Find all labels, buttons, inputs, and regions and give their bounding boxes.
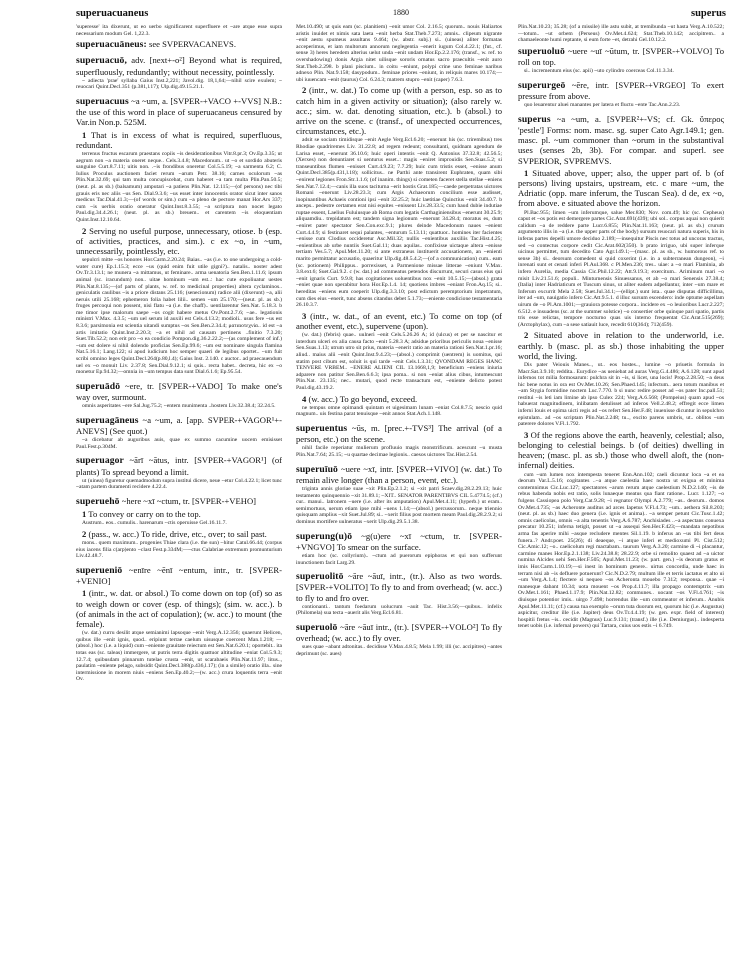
entry-grammar: ~āre ~āuī, intr., (tr.). Also as two words. [SVPER-+VOLITO] To fly to and from overhead; (w. acc.) to fly to and fro over. [296, 571, 502, 603]
sense-number: 2 [82, 529, 87, 540]
entry-superuado [76, 381, 282, 410]
entry-superus [518, 114, 724, 630]
entry-grammar: ~uere ~xī, intr. [SVPER-+VIVO] (w. dat.) To remain alive longer (than a person, event, etc.). [296, 463, 502, 485]
continuation-text: 'superesse' ita dixerunt, ut eo uerbo significarent superfluere et ~are atque esse supra necessarium modum Gel. 1,22.3. [76, 24, 282, 37]
entry-grammar: ~a ~um, a. [SVPER-+VACO +-VVS] N.B.: the use of this word in place of superuacaneus censured by Var.in Non.p. 525M. [76, 95, 282, 128]
column-left [76, 24, 282, 954]
entry-grammar: ~a ~um, a. [SVPER²+-VS; cf. Gk. ὕπερος 'pestle'] Forms: nom. masc. sg. super Cato Agr.149.1; gen. masc. pl. ~um commoner than ~orum in the substantival uses (senses 2b, 3b). For compar. and superl. see SVPERIOR, SVPREMVS. [518, 113, 724, 166]
quotations: (w. dat.) curru desilit atque semianimi lapsoque ~enit Verg.A.12.356; quaerunt Helicen, quibus ille ~enit ignis, quod.. eripiunt terrae caelum uisusque coercent Man.1.218; —(absol.) hoc (i.e. a liquid) cum ~eniente grauitate reiectum est Sen.Nat.6.20.1; oportebit.. ita totas eas (sc. taleas) immergere, ut putris terra digitis quattuor altitudine ~eniat Col.5.9.3; 12.7.4; quibusdam pinnarum tutelae crusta ~enit, ut scarabaeis Plin.Nat.11.97; litus.., paulatim ~eniente pelago, subsidit Quint.Decl.388(p.436,l.17); (in a simile) oratio illa.. sine intermissione in morem niuis ~eniens Sen.Ep.40.2;—(w. acc.) crura loquentis terra ~enit Ov. [76, 630, 282, 683]
quotations: ne tempus omne opimandi quintam et uigesimam lunam ~eniat Col.8.7.5; nescio quid magnum.. uis festina parat tenuisque ~enit annos Stat.Ach.1.148. [296, 404, 502, 418]
quotations: (w. dat.) (febris) quae.. uulneri ~enit Cels.5.26.26 A; id (ulcus) et per se nascitur et interdum ulceri ex alia causa facto ~enit 5.28.3 A; adsidue prioribus periculis noua ~enisse Sen.Suas.1.13; utrum utro sit prius, materia ~enerit ratio an materia rationi Sen.Nat.1.pr.16; aliud.. maius alii ~enit Quint.Inst.9.4.23;—(absol.) comprimit (uentrem) is uomitus, qui statim post cibum est, soluit is qui tarde ~enit Cels.1.3.31; QVONDAM REGES HANC TENVERE VRBEM.. ~ENERE ALIENI CIL 13.1668,1,9; beneficium ~eniens iniuria adparere non patitur Sen.Ben.6.6.3; ipsa poma.. si non ~eniat alius cibus, intumescunt Plin.Nat. 23.135; nec.. mutari, quod recte transactum est, ~eniente delicto potest Paul.dig.43.19.2. [296, 332, 502, 391]
headword: superuacuō, [76, 55, 127, 67]
left-guide-word: superuacuaneus [76, 8, 149, 19]
headword: superuagor [76, 455, 124, 467]
sense-definition: 1 (intr., w. dat. or absol.) To come down on top (of) so as to weigh down or cover (esp. of things); (sim. w. acc.). b (of animals in the act of copulation); (w. acc.) to mount (the female). [76, 588, 282, 630]
quotations: sues quae ~abant adtonitas.. decidisse V.Max.4.8.5; Mela 1.99; illi (sc. accipitres) ~antes deprimunt (sc. aues) [296, 644, 502, 657]
sense-number: 4 [302, 393, 307, 404]
sense-number: 1 [82, 588, 87, 599]
headword: superuolitō [296, 571, 344, 583]
headword: superuehō [76, 496, 120, 508]
quotations: Austrum.. eos.. cumulis.. harenarum ~ctis operuisse Gel.16.11.7. [82, 520, 227, 527]
quotations: ~ adiecta 'prae' syllaba Gaius Inst.2,221; Javol.dig. 18,1,64;—nihil scire exulem; ~ reuocari Quint.Decl.351 (p.381,l.17); Ulp.dig.49.15.21.1. [76, 77, 282, 91]
entry-grammar: ~āre ~āuī intr., (tr.). [SVPER-+VOLO²] To fly overhead; (w. acc.) to fly over. [296, 621, 502, 644]
running-head [76, 8, 726, 22]
continuation-text: Plin.Nat.10.23; 35.28; (of a missile) ille astu subit, at tremibunda ~ut hasta Verg.A.10.522;—totum.. ~ut orbem (Perseus) Ov.Met.4.624; Stat.Theb.10.142; accipitrem.. a chamaeleonte humi reptante, si eum forte ~et, detrahi Gel.10.12.2. [518, 24, 724, 44]
headword: superung(u)ō [296, 530, 353, 542]
quotations: ut (uinea) figuretur quemadmodum supra institui dicere, neue ~etur Col.4.22.1; licet tunc ~atam partem duramenti recidere 4.22.4. [76, 477, 282, 491]
entry-superuolito [296, 571, 502, 617]
page-number: 1880 [393, 8, 409, 17]
quotations: si.. incrementum eius (sc. apii) ~uto cylindro coerceas Col.11.3.34. [524, 68, 674, 75]
quotations: Dis pater Veiouis Manes.., ut.. eos hostes.., lumine ~o priuetis formula in Macr.Sat.3.9.10; reddita.. Eurydice ~as ueniebat ad auras Verg.G.4.486; A.6.128; sunt apud infernos tot milia formosarum: pulchra sit in ~is, si licet, una locis! Prop.2.28.50; ~a deus hic bene notus in ora est Ov.Met.10.26; Sen.Phaed.145; infectum.. aera totum manibus et ~am Stygia formidine noctem Luc.7.770. b si nunc redire posset ad ~os pater Inc.pall.51; restitui ~is leti iam limine ab ipso Culex 224; Verg.A.6.568; (Pompeius) quam apud ~os habuerat magnitudinem, inlibatam detulisset ad inferos Vell.2.48.2; effregit ecce limen inferni Iouis et opima uicti regis ad ~os refert Sen.Her.F.48; inuenisse dicuntur in sepulchro epistulam.. ad ~os scriptam Plin.Nat.2.248; tu.., excito parens umbris, ut.. oblitos ~um paterere dolores V.Fl.1.792. [518, 361, 724, 428]
headword: superurgeō [518, 79, 566, 91]
sense-definition: 2 (intr., w. dat.) To come up (with a person, esp. so as to catch him in a given activity or situation); (also rarely w. acc.; sim. w. dat. denoting situation, etc.). b (absol.) to arrive on the scene. c (transf., of unexpected occurrences, circumstances, etc.). [296, 85, 502, 137]
headword: superuentus [296, 422, 348, 434]
entry-grammar: ~ere, tr. [SVPER-+VADO] To make one's way over, surmount. [76, 380, 282, 403]
quotations: sepulcri mitte ~os honores Hor.Carm.2.20.24; Baias.. ~as (i.e. to one undergoing a cold-water cure) Ep.1.15.3; ecce ~us (quid enim fuit utile gigni?).. natalis.. noster adest Ov.Tr.3.13.1; ne munera ~a mittamus, ut feminare.. arma uenatoria Sen.Ben.1.11.6; ipsum animal (sc. iracundum) non.. uitae hominum ~um est..: hac cute expoliuatur uestes Plin.Nat.8.135;—(of parts of plants, w. ref. to medicinal properties) altera cyclaminos.. geniculatis caulibus ~is a priore distans 25.116; (senecionum) radice alii (dixerunt) ~a, alii neruis utili 25.168; ephemeron folia habet lilii.. semen ~um 25.170;—(neut. pl. as sb.) fruges percoqui non possent, nisi flatu ~a (i.e. the chaff).. uentilarentur Sen.Nat. 5.18.3. b me timor ipse malorum saepe ~os cogit habere metus Ov.Pont.2.7.6; ~ae.. legationis ministri V.Max. 4.3.5; ~um uel serum id auxili est Cels.4.13.2; modioli.. usus fere ~us est 8.3.6; parsimonia est scientia uitandi sumptus ~os Sen.Ben.2.34.4; ματαιοτεχνία.. id est ~a artis imitatio Quint.Inst.2.20.3; ~a et nihil ad causam pertinens ..finitio 7.3.20; Suet.Tib.52.2; non erit pro ~o ea condicio Pompon.dig.36.2.22.2;—(as complement of inf.) ~um est dolere si nihil dolendo proficias Sen.Ep.99.6; ~um est nominare singula flamina Nat.5.16.1; Lang.122; si apud iudicium hoc semper quaeri de legibus oportet.. ~um fuit scribi omnino leges Quint.Decl.264(p.80,l.4); Gaius Inst. 2.140. c auctor.. ad praecauendum uel ex ~o monuit Liv. 2.37.8; Sen.Dial.9.12.1; si quis.. recta habet.. decreta, hic ex ~o monetur Ep.94.32;—omnia in ~um tempus data sunt Dial.6.1.6; Ep.95.54. [76, 257, 282, 376]
quotations: nihil facile reperiatur mulierum profluuio magis monstrificum. acescunt ~u musta Plin.Nat.7.64; 25.15; ~u quartae decimae legionis.. caesos uictores Tac.Hist.2.54. [296, 445, 502, 458]
sense-number: 2 [524, 330, 529, 341]
quotations: quo leuarentur aluei manantes per latera et fluctu ~ente Tac.Ann.2.23. [524, 102, 681, 109]
entry-grammar: ~here ~xī ~ctum, tr. [SVPER-+VEHO] [121, 496, 257, 507]
sense-definition: 1 That is in excess of what is required, superfluous, redundant. [76, 129, 282, 150]
entry-grammar: ~ūs, m. [prec.+-TVS³] The arrival (of a person, etc.) on the scene. [296, 422, 502, 445]
quotations: Pl.Bac.955; limen ~um inferumque, salue Mer.830; Nov. com.49; hic (sc. Cepheus) caput et ~os potis est demergere partes Cic.Arat.691(439); ubi sol.. corpus aquai non quierit calidum ~a de reddere parte Lucr.6.855; Plin.Nat.11.163; (neut. pl. as sb.) crurum argumento illis in ~a (i.e. the upper parts of the body) sursum reuocari natura superis, his in inferas partes depelli umore deciduo 2.189;—insequitur Piscis nec totus ad uncoras tractus, sed ~o contectus corpore cedit Cic.Arat.602(350). b prato irriguo, ubi super inferque uicinus permittet, tum decedito Cato Agr.149.1;—(masc. pl. as sb., w. humorous ref. to sense 3b) si.. deorsum comedent si quid coxerint (i.e. in a subterranean dungeon), ~i inrenati sunt et cenati inferi Pl.Aul.368. c Pl.Men.236; tres.. uiae: a ~o mari Flaminia, ab infero Aurelia, media Cassia Cic.Phil.12.22; Att.9.19.3; exercitum.. Ariminum mari ~o misit Liv.21.51.6; populi.. Minturnensis Sinuessanus, et ab ~o mari Senensis 27.38.4; (Italia) inter Hadriaticum et Tuscum sinus, ut aliter eadem adpellantur, inter ~um mare et Inferum excurrit Mela 2.58; Suet.Jul.34.1;—(ellipt.) sunt ista.. quae disputas difficillima, iter ad ~um, nauigatio infero Cic.Att.9.5.1. d illuc sursum escendero: inde optume aspellam uirum de ~o Pl.Am.1001;—grauiora potesse corpora.. incidere ex ~o leuioribus Lucr.2.227; 6.512. e insuadens (sc. at the summer solstice) ~o consertier orbe quinque pari spatio, partis tris esse relictas, tempore nocturno quas uis interno frequentat Cic.Arat.515(269); (Arctophylax), cum ~a sese satiauit luce, recedit 610(364); 712(459). [518, 209, 724, 328]
entry-grammar: ~uere ~uī ~ūtum, tr. [SVPER-+VOLVO] To roll on top. [518, 45, 724, 67]
entry-superuacuus [76, 96, 282, 376]
quotations: adsit se sociam timidisque ~enit Aegle Verg.Ecl.6.20; ~enerunt his (sc. triremibus) tres Rhodiae quadriremes Liv. 31.22.8; ad regem redeunt; consultanti, quidnam agendum de Larisa esset, ~enerunt 36.10.6; huic operi intentis ~enit Q. Antonius 37.32.8; 42.56.5; (Xerxes) non denuntiaret si uenturus esset..: magis ~eniret improuidis Sen.Suas.5.2; si transeuntibus flumen ~enisset Curt.4.9.23; 7.7.29; huic cum tristis esset, ~enisse anum Quint.Decl.385(p.431,l.18); sollicitus.. ne Parthi ante transirent Euphraten, quam sibi ~enirent legiones Fron.Str.1.1.6; (of inanim. things) si cometen faceret stella stellae ~eniens Sen.Nat.7.12.4;—canis illa suos taciturna ~erit hostis Grat.185;—caede perpetratas uictores Romani ~enerunt Liv.28.23.3; cum Argis Achaeorum concilium esse audisset, inopinantibus Achaeis contioni ipsi ~enit 32.25.2; huic laetitiae Quinctius ~enit 34.40.7. b anceps.. pedestre certamen erat nisi equites ~enissent Liv.28.33.5; cum haud dubie indutiae ruptae essent, Laelius Fuluiusque ab Roma cum legatis Carthaginiensibus ~enerunt 30.25.9; aliquamdiu.. trepidatum est; tandem signa legionum ~enerunt 34.28.4; moratus es, dum ~eniret pater spectator Sen.Con.exc.9.1; plures deinde Macedonum naues ~enient Curt.4.4.9; si festinaret sequi palantes, ~enturum 5.13.11; quattuor.. homines iter facientes ~enisse cum Clodius occideretur Asc.Mil.32; nullis ~enientibus auxiliis Tac.Hist.4.25; ~enientibus ab urbe nuntiis Suet.Gal.11; duas aquilas.. confixisse uictaque altera ~enisse tertiam Ves.5.7; Apul.Met.11.20; si ante extraneus instituerit accusationem, an ~enienti marito permittatur accusatio, quaeritur Ulp.dig.48.5.4.2;—(of a communication) cum.. eam (sc. potionem) Philippus.. porrexisset, a Parmenione missae litterae ~eniunt V.Max. 3.8.ext.6; Suet.Gal.9.2. c (w. dat.) ad commeatus petendos discurrunt, securi casus eius qui ~enit ignaris Curt. 9.9.8; has cogitationes uoluentibus nox ~enit 10.5.15;—(absol.) grata ~eniet quae non sperabitur hora Hor.Ep.1.4. 14; quotiens imbres ~eniant Fron.Aq.15; si.. hereditas ~eniens eum coeperit Ulp.dig.3.3.10; post edictum peremptorium impetratum, cum dies eius ~enerit, tunc absens citandus debet 5.1.73;—eniente condicione testamentaria 26.10.3.7. [296, 137, 502, 309]
headword: superueniō [76, 565, 123, 576]
quotations: ~a dicebatur ab auguribus auis, quae ex summo cacumine uocem emisisset Paul.Fest.p.304M. [76, 437, 282, 450]
sense-definition: 4 (w. acc.) To go beyond, exceed. [302, 393, 418, 404]
continuation-text: Met.10.490; ut quis eam (sc. planitiem) ~enit umor Col. 2.16.5; quorum.. nouis Haliartos aristis inuidet et nimis sata laeta ~enit herba Stat.Theb.7.273; amnis.. clipeum nigrante ~enit aestu spumeus assultans 9.464; (w. abstr. subj.) si.. (uineas) aliter formatas acceperimus, et iam multorum annorum neglegentia ~enerit iugum Col.4.22.1; (fut., cf. sense 3) heres heredem alterius uelut unda ~enit undam Hor.Ep.2.2.176; (transf., w. ref. to overshadowing) donis Argia nitet uilisque sororis ornatus sacro praecultis ~enit auro Stat.Theb.2.298. b plani piscium.. in coitu ~eniunt, polypi crine uno feminae naribus adnexo Plin. Nat.9.158; dasypodum.. feminae priores ~eniunt, in reliquis mares 10.174;—ubi iuuencam ~enit (taurus) Col. 6.24.3; matrem stupro ~enit (caper) 7.6.3. [296, 24, 502, 83]
quotations: etiam hoc (sc. collyrium).. ~ctum ad puerorum epiphoras et qui non sufferunt inunctionem facit Larg.29. [296, 552, 502, 566]
sense-number: 1 [82, 129, 87, 140]
sense-number: 1 [524, 167, 529, 178]
sense-number: 2 [302, 85, 307, 96]
entry-grammar: ~enīre ~ēnī ~entum, intr., tr. [SVPER-+VENIO] [76, 565, 282, 587]
headword: superuacuāneus: [76, 39, 147, 51]
entry-superuiuo [296, 464, 502, 526]
entry-grammar: ~ēre, intr. [SVPER-+VRGEO] To exert pressure from above. [518, 79, 724, 101]
sense-definition: 3 Of the regions above the earth, heavenly, celestial; also, belonging to celestial beings. b (of deities) dwelling in heaven; (masc. pl. as sb.) those who dwell aloft, the (non-infernal) deities. [518, 429, 724, 471]
entry-grammar: ~g(u)ere ~xī ~ctum, tr. [SVPER-+VNGVO] To smear on the surface. [296, 530, 502, 552]
right-guide-word: superus [690, 8, 726, 19]
quotations: terrenus fructus escarum praestans copiis ~is desiderationibus Vitr.8.pr.3; Ov.Ep.3.35; ut aegrum non ~a materia oneret neque.. Cels.3.4.8; Macedonum.. ut ~o et sordido abuteris sanguine Curt.8.7.11; uitis non. .~is frondibus oneretur Col.5.5.19; ~a sarmenta 6.2; C. Iulius Proculus auctionem faciet rerum ~arum Petr. 38.16; carnes oculorum ~as Plin.Nat.32.69; qui tam multa concupiscebat, cum haberet ~a tam multa Plin.Pan.50.5; (neut. pl. as sb.) (balsamum) amputari ~a patiens Plin.Nat. 12.115;—(of persons) nec tibi grauis eris nec aliis ~us Sen. Dial.9.3.6; ~us esset inter innocentis orator sicut inter sanos medicus Tac.Dial.41.3;—(of words or sim.) cum ~a pleno de pectore manat Hor.Ars 337; cum ~is uerbis oratio oneratur Quint.Inst.8.3.55; ~a scriptura non nocet legato Paul.dig.34.4.26.1; (neut. pl. as sb.) breuem.. et carentem ~is eloquentiam Quint.Inst.12.10.64. [76, 151, 282, 223]
sense-definition: 3 (intr., w. dat., of an event, etc.) To come on top (of another event, etc.), supervene (upon). [296, 310, 502, 331]
sense-definition: 2 Situated above in relation to the underworld, i.e. earthly. b (masc. pl. as sb.) those inhabiting the upper world, the living. [518, 330, 724, 361]
entry-superunguo [296, 531, 502, 567]
sense-definition: 2 Serving no useful purpose, unnecessary, otiose. b (esp. of activities, practices, and sim.). c ex ~o, in ~um, unnecessarily, pointlessly, etc. [76, 225, 282, 256]
sense-definition: 1 To convey or carry on to the top. [82, 509, 201, 520]
entry-grammar: adv. [next+-o²] Beyond what is required, superfluously, redundantly; without necessity, pointlessly. [76, 55, 282, 77]
quotations: contionanti.. tantum foedarum uolucrum ~auit Tac. Hist.3.56;—quibus.. infelix (Philomela) sua tecta ~auerit alis Verg.Ecl.6.81. [296, 603, 502, 617]
headword: superuīuō [296, 463, 338, 475]
entry-superuaganeus [76, 415, 282, 451]
entry-grammar: see SVPERVACANEVS. [148, 39, 236, 50]
quotations: cum ~um lumen nox intempesta teneret Enn.Ann.102; caeli dicuntur loca ~a et ea deorum Var.L.5.16; cogitantes ..~a atque caelestia haec nostra ut exigua et minima contemnimus Cic.Luc.127; spectatores ~arum rerum atque caelestium N.D.2.140; ~is de rebus habenda nobis est ratio, solis lunaeque meatus qua fiant ratione.. Lucr. 1.127; ~o fulgens Cassiopea polo Verg.Cat.9.28; ~i regnator Olympi A.2.779; ~as.. deorum.. domos Ov.Met.4.735; ~as Acheronte auditus ad arces Iapetus V.Fl.4.73; ~um.. aethera Sil.8.203; (neut. pl. as sb.) haec duo genera (i.e. ignis et anima).. ~a semper petunt Cic.Tusc.1.42; omnis caelicolas, omnis ~a alta tenentis Verg.A.6.787; Anchisiades ..~a aspectans conuexa precatur 10.251; inferna tetigit, posset ut ~a assequi Sen.Her.F.423;—mandata nepotibus arma fas aperire mihi ~asque recludere mentes Sil.1.19. b inferus an ~us tibi fert deus funera..? Andr.poet. 25(26); di deaeque, ~i atque inferi et medioxumi Pl. Cist.512; Cic.Amic.12; ~o.. caelicolum regi mactabam.. taurum Verg.A.3.20; carmine di ~i placantur, carmine manes Hor.Ep.2.1.138; Liv.24.38.8; 28.22.9; orbe si remolito quaest ad ~a uictor numina Alcides uehi Sen.Her.F.505; Apul.Met.11.23; (w. part. gen.) ~is deorum gratus et imis Hor.Carm.1.10.19;—si inest in hominum genere.. uirtus concordia, unde haec in terram nisi ab ~is defluere potuerunt? Cic.N.D.2.79; multum ille et terris iactatus et alto ui ~um Verg.A.1.4; flectere si nequeo ~os Acheronta mouebo 7.312; responsa.. quae ~i manesque dabant 10.34; uota mouent ~os Prop.4.11.7; illa propago contemptrix ~um Ov.Met.1.161; Phaed.1.17.9; Plin.Nat.12.82; communes.. uocant ~os V.Fl.4.761; ~is diuisque potentior imis.. uirgo 7.498; horrendus ille ~um commeator et inferum.. Anubis Apul.Met.11.11; (cf.) causa tua exemplo ~orum tuta duorum est, quorum hic (i.e. Augustus) aspicitur, creditur ille (i.e. Jupiter) deus Ov.Tr.4.4.19; (w. gen. expr. field of interest) hospitii fretus ~is.. cecidit (Magnus) Luc.9.131; (transf.) ille (i.e. Demiurgus).. indesperta tenet uobis (i.e. infernal powers) qui Tartara, cuius uos estis ~i 6.749. [518, 471, 724, 630]
entry-grammar: ~ārī ~ātus, intr. [SVPER-+VAGOR¹] (of plants) To spread beyond a limit. [76, 455, 282, 477]
sense-definition: 1 Situated above, upper; also, the upper part of. b (of persons) living upstairs, upstream, etc. c mare ~um, the Adriatic (opp. mare inferum, the Tuscan Sea). d de, ex ~o, from above. e situated above the horizon. [518, 167, 724, 209]
sense-definition: 2 (pass., w. acc.) To ride, drive, etc., over; to sail past. [82, 529, 267, 540]
entry-superuacuaneus [76, 39, 282, 50]
entry-superuenio [76, 565, 282, 683]
headword: superuoluō [518, 45, 565, 57]
entry-superuoluo [518, 46, 724, 75]
entry-superueho [76, 496, 282, 560]
column-middle [296, 24, 502, 954]
entry-superuolo [296, 622, 502, 658]
headword: superus [518, 113, 551, 125]
quotations: mons.. quem maximum.. progenies Thiae clara (i.e. the sun) ~hitur Catul.66.44; (corpus eius iacens filia c(arp)ento ~clast Fest.p.334M;—~ctus Calabriae extremum promunturium Liv.42.48.7. [76, 540, 282, 560]
sense-number: 2 [82, 225, 87, 236]
entry-superuagor [76, 455, 282, 491]
entry-grammar: ~a ~um, a. [app. SVPER-+VAGOR¹+-ANEVS] (See quot.) [76, 414, 282, 437]
headword: superuagāneus [76, 414, 139, 426]
entry-superuentus [296, 423, 502, 459]
headword: superuacuus [76, 95, 129, 107]
entry-superurgeo [518, 80, 724, 109]
entry-superuacuo [76, 55, 282, 91]
column-right [518, 24, 724, 954]
headword: superuolō [296, 621, 338, 633]
quotations: triginta annis gloriae suae ~xit Plin.Ep.2.1.2; si ~xit patri Scaev.dig.28.2.29.13; huic testamento quinquennio ~xit 31.89.1; ~XIT.. SENATOR PARENTIBVS CIL 5.4774.5; (cf.) cur.. manui.. latronem ~uere (i.e. after its amputation) Apul.Met.4.11; (hyperb.) ut eram.. semimortuus, uerum etiam ipse mihi ~uens 1.14;—(absol.) percussorum.. neque triennio quisquam amplius ~xit Suet.Jul.89; si.. ~xerit filius post mortem meam Paul.dig.28.2.9.2; si dominus mortifere uulneratus ~xerit Ulp.dig.29.5.1.38. [296, 485, 502, 525]
headword: superuādō [76, 380, 121, 392]
sense-number: 1 [82, 509, 87, 520]
sense-number: 3 [524, 429, 529, 440]
quotations: omnis asperitates ~ere Sal.Jug.75.2; ~entem munimenta ..hostem Liv.32.38.4; 32.24.5. [82, 403, 276, 410]
sense-number: 3 [302, 310, 307, 321]
